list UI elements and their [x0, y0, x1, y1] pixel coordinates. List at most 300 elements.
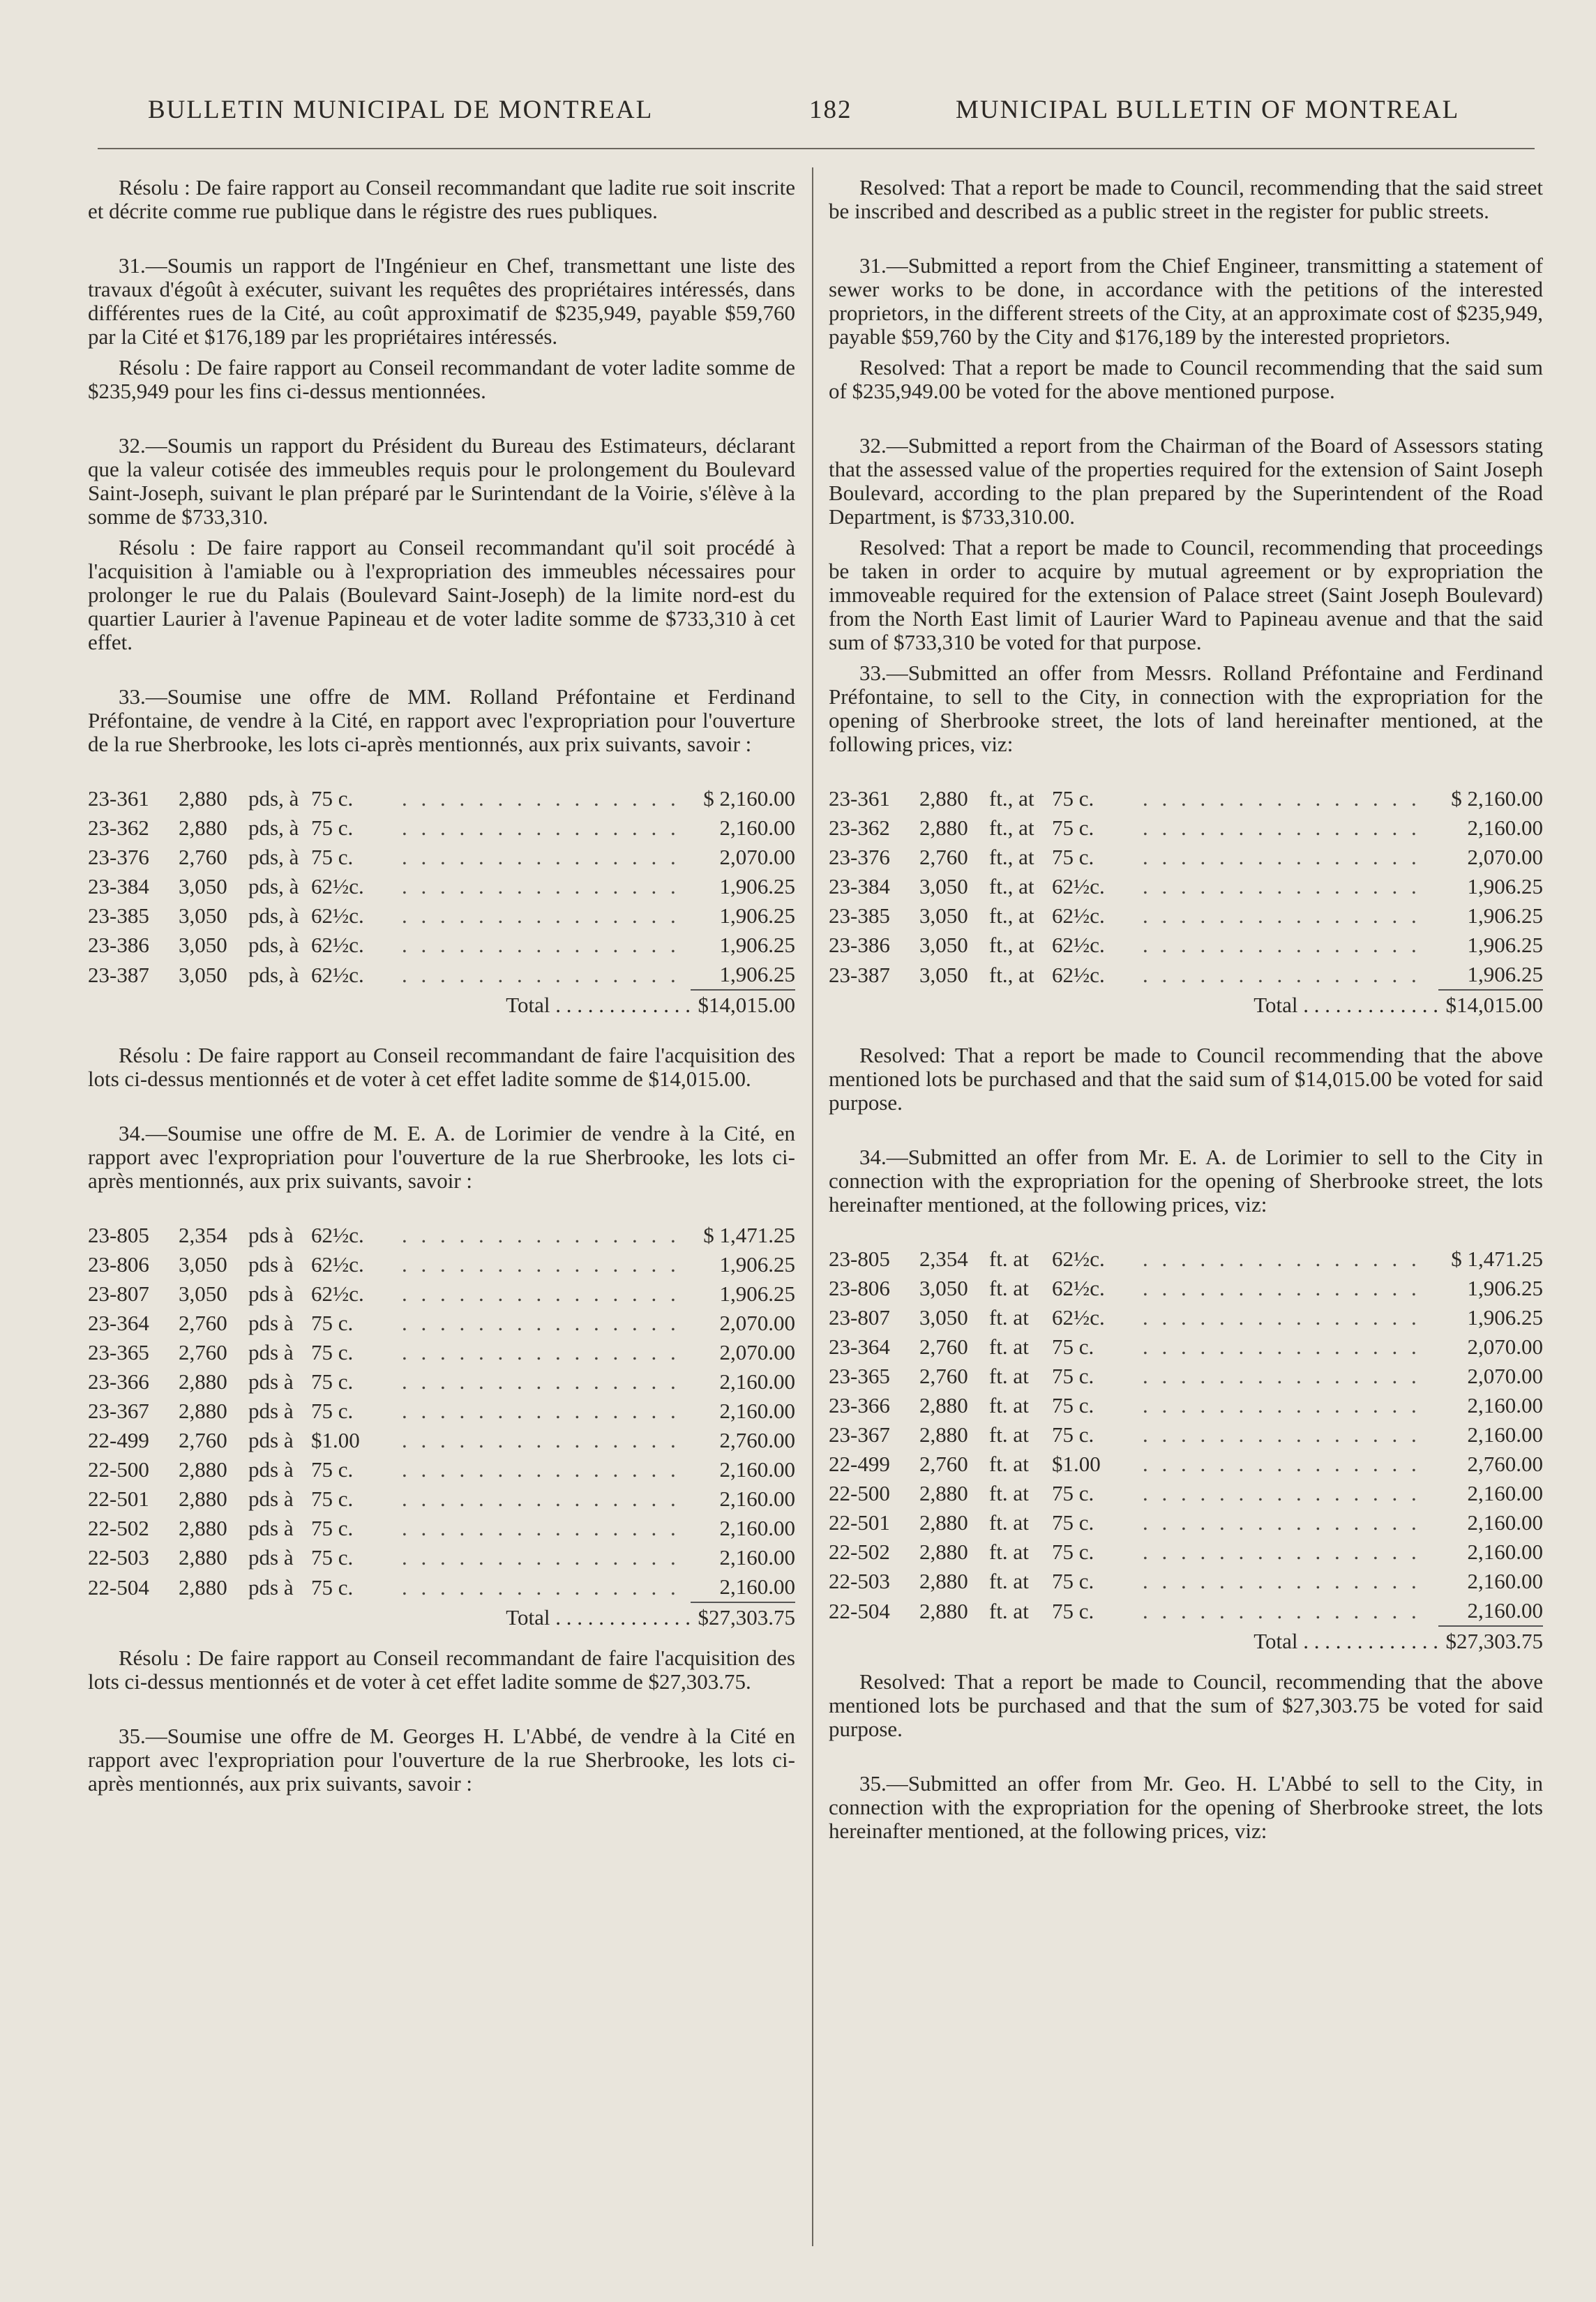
lot-area: 3,050 — [919, 1276, 968, 1300]
lot-number: 23-361 — [88, 786, 149, 811]
lot-amount: 2,160.00 — [1467, 1510, 1543, 1535]
table-row — [829, 1508, 1543, 1537]
item-32-resolved: Resolved: That a report be made to Council, recommending that proceedings be taken in order to acquire by mutual agreement or by expropriation the immoveable required for the extension of Palace street (Saint Joseph Boulevard) from the North East limit of Laurier Ward to Papineau avenue and that the said sum of $733,310 be voted for that purpose. — [829, 535, 1543, 654]
lot-number: 23-366 — [829, 1393, 890, 1417]
unit-price: 62½c. — [311, 874, 364, 898]
area-unit: ft. at — [989, 1510, 1029, 1535]
unit-price: 75 c. — [1052, 1422, 1094, 1447]
lot-amount: 1,906.25 — [719, 1252, 795, 1277]
unit-price: 75 c. — [311, 1311, 354, 1335]
lot-area: 3,050 — [919, 874, 968, 898]
area-unit: ft., at — [989, 962, 1034, 987]
lot-area: 3,050 — [179, 962, 227, 987]
lot-area: 2,354 — [179, 1223, 227, 1247]
unit-price: $1.00 — [1052, 1452, 1101, 1476]
lot-amount: 1,906.25 — [1467, 903, 1543, 928]
item-34: 34.—Submitted an offer from Mr. E. A. de Lorimier to sell to the City in connection with the expropriation for the opening of Sherbrooke street, the lots hereinafter mentioned, at the following prices, viz: — [829, 1145, 1543, 1217]
table-row — [829, 1362, 1543, 1391]
area-unit: pds, à — [248, 933, 299, 957]
dot-leader: . . . . . . . . . . . . . . . — [1143, 1510, 1421, 1535]
lot-area: 2,880 — [179, 1369, 227, 1394]
paragraph-resolved-1: Resolved: That a report be made to Council, recommending that the said street be inscribed and described as a public street in the register for public streets. — [829, 175, 1543, 223]
dot-leader: . . . . . . . . . . . . . . . — [1143, 1422, 1421, 1447]
lot-number: 23-376 — [88, 845, 149, 869]
unit-price: 75 c. — [1052, 1481, 1094, 1505]
unit-price: 75 c. — [311, 1516, 354, 1540]
unit-price: 75 c. — [311, 1340, 354, 1364]
dot-leader: . . . . . . . . . . . . . . . — [1143, 1334, 1421, 1359]
item-33-resolved: Resolved: That a report be made to Council recommending that the above mentioned lots be purchased and that the said sum of $14,015.00 be voted for said purpose. — [829, 1043, 1543, 1115]
lot-number: 23-384 — [88, 874, 149, 898]
lot-number: 22-504 — [88, 1574, 149, 1600]
lot-area: 2,880 — [179, 1545, 227, 1570]
lot-amount: 1,906.25 — [719, 933, 795, 957]
dot-leader: . . . . . . . . . . . . . . . — [402, 815, 680, 840]
dot-leader: . . . . . . . . . . . . . . . — [402, 1252, 680, 1277]
table-row — [88, 1572, 795, 1602]
area-unit: ft. at — [989, 1393, 1029, 1417]
lot-area: 2,760 — [919, 845, 968, 869]
dot-leader: . . . . . . . . . . . . . . . — [402, 1281, 680, 1306]
lot-amount: 1,906.25 — [719, 962, 795, 986]
table-row — [88, 1221, 795, 1250]
lot-area: 2,880 — [179, 1516, 227, 1540]
unit-price: 62½c. — [311, 933, 364, 957]
dot-leader: . . . . . . . . . . . . . . . — [1143, 1452, 1421, 1476]
area-unit: ft. at — [989, 1452, 1029, 1476]
lot-area: 2,760 — [179, 1428, 227, 1452]
dot-leader: . . . . . . . . . . . . . . . — [402, 1223, 680, 1247]
area-unit: ft. at — [989, 1334, 1029, 1359]
dot-leader: . . . . . . . . . . . . . . . — [1143, 933, 1421, 957]
item-32: 32.—Soumis un rapport du Président du Bureau des Estimateurs, déclarant que la valeur cotisée des immeubles requis pour le prolongement du Boulevard Saint-Joseph, suivant le plan préparé par le Surintendant de la Voirie, s'élève à la somme de $733,310. — [88, 433, 795, 529]
table-row — [88, 784, 795, 813]
table-row — [829, 1537, 1543, 1567]
unit-price: 75 c. — [1052, 1540, 1094, 1564]
lot-amount: 2,070.00 — [719, 1340, 795, 1364]
lot-amount: 2,160.00 — [1467, 1598, 1543, 1623]
table-row — [829, 901, 1543, 931]
lot-number: 23-364 — [829, 1334, 890, 1359]
lot-area: 2,880 — [179, 1487, 227, 1511]
dot-leader: . . . . . . . . . . . . . . . — [402, 874, 680, 898]
total-amount: $27,303.75 — [691, 1602, 795, 1632]
area-unit: ft. at — [989, 1569, 1029, 1593]
unit-price: 75 c. — [1052, 845, 1094, 869]
lot-area: 3,050 — [919, 933, 968, 957]
lot-amount: 2,160.00 — [719, 1369, 795, 1394]
unit-price: 62½c. — [1052, 874, 1105, 898]
dot-leader: . . . . . . . . . . . . . . . — [402, 1399, 680, 1423]
table-row — [829, 1303, 1543, 1332]
table-row — [88, 1514, 795, 1543]
area-unit: pds à — [248, 1223, 294, 1247]
dot-leader: . . . . . . . . . . . . . . . — [1143, 1364, 1421, 1388]
lot-amount: 1,906.25 — [719, 1281, 795, 1306]
dot-leader: . . . . . . . . . . . . . . . — [402, 1487, 680, 1511]
dot-leader: . . . . . . . . . . . . . . . — [1143, 1569, 1421, 1593]
total-amount: $27,303.75 — [1438, 1626, 1543, 1656]
item-34-resolu: Résolu : De faire rapport au Conseil recommandant de faire l'acquisition des lots ci-dessus mentionnés et de voter à cet effet ladite somme de $27,303.75. — [88, 1646, 795, 1694]
lot-number: 23-367 — [829, 1422, 890, 1447]
table-row — [829, 1420, 1543, 1450]
dot-leader: . . . . . . . . . . . . . . . — [402, 962, 680, 987]
dot-leader: . . . . . . . . . . . . . . . — [402, 1516, 680, 1540]
dot-leader: . . . . . . . . . . . . . . . — [1143, 903, 1421, 928]
page-number: 182 — [809, 96, 852, 124]
lot-amount: 1,906.25 — [1467, 874, 1543, 898]
lot-area: 2,354 — [919, 1247, 968, 1271]
table-row — [829, 1391, 1543, 1420]
lot-amount: 1,906.25 — [1467, 933, 1543, 957]
table-row — [829, 1332, 1543, 1362]
item-34: 34.—Soumise une offre de M. E. A. de Lorimier de vendre à la Cité, en rapport avec l'expropriation pour l'ouverture de la rue Sherbrooke, les lots ci-après mentionnés, aux prix suivants, savoir : — [88, 1121, 795, 1193]
column-fr — [88, 176, 795, 1803]
area-unit: pds, à — [248, 874, 299, 898]
lot-amount: 2,070.00 — [1467, 845, 1543, 869]
unit-price: 75 c. — [1052, 1569, 1094, 1593]
area-unit: pds, à — [248, 845, 299, 869]
lot-number: 22-500 — [829, 1481, 890, 1505]
lot-area: 2,880 — [179, 1457, 227, 1482]
table-row — [829, 813, 1543, 843]
area-unit: ft. at — [989, 1540, 1029, 1564]
lot-amount: 2,160.00 — [1467, 1481, 1543, 1505]
unit-price: 75 c. — [1052, 1510, 1094, 1535]
lot-number: 23-365 — [88, 1340, 149, 1364]
paragraph-resolu-1: Résolu : De faire rapport au Conseil recommandant que ladite rue soit inscrite et décrite comme rue publique dans le régistre des rues publiques. — [88, 175, 795, 223]
lot-area: 2,880 — [919, 1569, 968, 1593]
area-unit: ft. at — [989, 1364, 1029, 1388]
unit-price: 75 c. — [311, 845, 354, 869]
lot-amount: 1,906.25 — [719, 903, 795, 928]
total-amount: $14,015.00 — [1438, 990, 1543, 1020]
dot-leader: . . . . . . . . . . . . . . . — [402, 1369, 680, 1394]
dot-leader: . . . . . . . . . . . . . . . — [402, 1340, 680, 1364]
lot-area: 2,880 — [919, 1422, 968, 1447]
lot-area: 2,880 — [179, 1399, 227, 1423]
table-row — [88, 813, 795, 843]
lot-number: 23-361 — [829, 786, 890, 811]
item-32-resolu: Résolu : De faire rapport au Conseil recommandant qu'il soit procédé à l'acquisition à l'amiable ou à l'expropriation des immeubles nécessaires pour prolonger le rue du Palais (Boulevard Saint-Joseph) de la limite nord-est du quartier Laurier à l'avenue Papineau et de voter ladite somme de $733,310 à cet effet. — [88, 535, 795, 654]
unit-price: 75 c. — [1052, 1334, 1094, 1359]
table-row — [829, 843, 1543, 872]
area-unit: ft., at — [989, 815, 1034, 840]
area-unit: pds, à — [248, 962, 299, 987]
lot-amount: 1,906.25 — [719, 874, 795, 898]
area-unit: pds, à — [248, 786, 299, 811]
area-unit: pds à — [248, 1311, 294, 1335]
area-unit: pds à — [248, 1281, 294, 1306]
item-35: 35.—Submitted an offer from Mr. Geo. H. L'Abbé to sell to the City, in connection with the expropriation for the opening of Sherbrooke street, the lots hereinafter mentioned, at the following prices, viz: — [829, 1771, 1543, 1843]
item-33: 33.—Soumise une offre de MM. Rolland Préfontaine et Ferdinand Préfontaine, de vendre à la Cité, en rapport avec l'expropriation pour l'ouverture de la rue Sherbrooke, les lots ci-après mentionnés, aux prix suivants, savoir : — [88, 684, 795, 756]
lot-number: 23-385 — [88, 903, 149, 928]
item-31: 31.—Soumis un rapport de l'Ingénieur en Chef, transmettant une liste des travaux d'égoût à exécuter, suivant les requêtes des propriétaires intéressés, dans différentes rues de la Cité, au coût approximatif de $235,949, payable $59,760 par la Cité et $176,189 par les propriétaires intéressés. — [88, 253, 795, 349]
unit-price: 62½c. — [311, 1223, 364, 1247]
lot-number: 22-503 — [829, 1569, 890, 1593]
lot-amount: 2,160.00 — [719, 1545, 795, 1570]
lot-number: 23-362 — [88, 815, 149, 840]
area-unit: ft., at — [989, 786, 1034, 811]
unit-price: 62½c. — [1052, 1305, 1105, 1330]
lot-number: 23-806 — [829, 1276, 890, 1300]
lots-table-34-fr: 23-805 2,354 pds à 62½c. . . . . . . . . . . . . . . . $ 1,471.25 23-806 3,050 pds à 62½c. . . . . . . . . . . . . . . . 1,906.25 23-807 3,050 pds à 62½c. . . . . . . . . . . . . . . . 1,906.25 23-364 2,760 pds à 75 c. . . . . . . . . . . . . . . . 2,070.00 23-365 2,760 pds à 75 c. . . . . . . . . . . . . . . . 2,070.00 23-366 2,880 pds à 75 c. . . . . . . . . . . . . . . . 2,160.00 23-367 2,880 pds à 75 c. . . . . . . . . . . . . . . . 2,160.00 22-499 2,760 pds à $1.00 . . . . . . . . . . . . . . . 2,760.00 22-500 2,880 pds à 75 c. . . . . . . . . . . . . . . . 2,160.00 22-501 2,880 pds à 75 c. . . . . . . . . . . . . . . . 2,160.00 22-502 2,880 pds à 75 c. . . . . . . . . . . . . . . . 2,160.00 22-503 2,880 pds à 75 c. . . . . . . . . . . . . . . . 2,160.00 22-504 2,880 pds à 75 c. . . . . . . . . . . . . . . . 2,160.00 Total . . . . . . . . . . . . . $27,303.75 — [88, 1221, 795, 1632]
total-label: Total — [1254, 992, 1298, 1017]
unit-price: 62½c. — [311, 962, 364, 987]
dot-leader: . . . . . . . . . . . . . . . — [402, 933, 680, 957]
lot-area: 2,760 — [919, 1364, 968, 1388]
lot-number: 23-807 — [829, 1305, 890, 1330]
area-unit: pds à — [248, 1516, 294, 1540]
table-row — [88, 1250, 795, 1279]
dot-leader: . . . . . . . . . . . . . . . — [402, 845, 680, 869]
lot-number: 22-500 — [88, 1457, 149, 1482]
lot-number: 22-502 — [88, 1516, 149, 1540]
unit-price: 75 c. — [311, 1574, 354, 1600]
dot-leader: . . . . . . . . . . . . . . . — [1143, 874, 1421, 898]
table-row — [88, 1484, 795, 1514]
table-row — [829, 872, 1543, 901]
lot-number: 23-362 — [829, 815, 890, 840]
dot-leader: . . . . . . . . . . . . . . . — [402, 1428, 680, 1452]
dot-leader: . . . . . . . . . . . . . . . — [1143, 1598, 1421, 1623]
lot-number: 23-384 — [829, 874, 890, 898]
lot-number: 22-504 — [829, 1598, 890, 1623]
lot-amount: $ 2,160.00 — [1451, 786, 1543, 811]
dot-leader: . . . . . . . . . . . . . . . — [402, 1311, 680, 1335]
lot-amount: 2,160.00 — [1467, 1540, 1543, 1564]
total-label: Total — [1254, 1628, 1298, 1653]
dot-leader: . . . . . . . . . . . . . . . — [402, 1457, 680, 1482]
unit-price: 62½c. — [1052, 1276, 1105, 1300]
lot-area: 2,880 — [919, 1540, 968, 1564]
area-unit: pds, à — [248, 903, 299, 928]
column-divider — [812, 167, 813, 2246]
area-unit: pds à — [248, 1574, 294, 1600]
area-unit: pds à — [248, 1252, 294, 1277]
lot-area: 2,880 — [179, 815, 227, 840]
unit-price: 62½c. — [1052, 903, 1105, 928]
item-35: 35.—Soumise une offre de M. Georges H. L'Abbé, de vendre à la Cité en rapport avec l'expropriation pour l'ouverture de la rue Sherbrooke, les lots ci-après mentionnés, aux prix suivants, savoir : — [88, 1724, 795, 1796]
lot-area: 2,760 — [179, 1311, 227, 1335]
area-unit: pds à — [248, 1457, 294, 1482]
table-row — [88, 1397, 795, 1426]
lot-amount: 2,160.00 — [1467, 815, 1543, 840]
dot-leader: . . . . . . . . . . . . . . . — [402, 1545, 680, 1570]
lot-area: 2,880 — [179, 786, 227, 811]
lot-amount: 2,160.00 — [1467, 1393, 1543, 1417]
table-row — [829, 784, 1543, 813]
table-row — [88, 1279, 795, 1309]
lot-number: 23-386 — [88, 933, 149, 957]
lot-number: 23-805 — [829, 1247, 890, 1271]
lots-table-34-en: 23-805 2,354 ft. at 62½c. . . . . . . . . . . . . . . . $ 1,471.25 23-806 3,050 ft. at 62½c. . . . . . . . . . . . . . . . 1,906.25 23-807 3,050 ft. at 62½c. . . . . . . . . . . . . . . . 1,906.25 23-364 2,760 ft. at 75 c. . . . . . . . . . . . . . . . 2,070.00 23-365 2,760 ft. at 75 c. . . . . . . . . . . . . . . . 2,070.00 23-366 2,880 ft. at 75 c. . . . . . . . . . . . . . . . 2,160.00 23-367 2,880 ft. at 75 c. . . . . . . . . . . . . . . . 2,160.00 22-499 2,760 ft. at $1.00 . . . . . . . . . . . . . . . 2,760.00 22-500 2,880 ft. at 75 c. . . . . . . . . . . . . . . . 2,160.00 22-501 2,880 ft. at 75 c. . . . . . . . . . . . . . . . 2,160.00 22-502 2,880 ft. at 75 c. . . . . . . . . . . . . . . . 2,160.00 22-503 2,880 ft. at 75 c. . . . . . . . . . . . . . . . 2,160.00 22-504 2,880 ft. at 75 c. . . . . . . . . . . . . . . . 2,160.00 Total . . . . . . . . . . . . . $27,303.75 — [829, 1244, 1543, 1656]
lot-number: 23-387 — [829, 962, 890, 987]
lot-area: 3,050 — [179, 1252, 227, 1277]
item-32: 32.—Submitted a report from the Chairman of the Board of Assessors stating that the assessed value of the properties required for the extension of Saint Joseph Boulevard, according to the plan prepared by the Superintendent of the Road Department, is $733,310.00. — [829, 433, 1543, 529]
lot-number: 22-502 — [829, 1540, 890, 1564]
area-unit: ft., at — [989, 933, 1034, 957]
lot-area: 2,880 — [919, 815, 968, 840]
area-unit: pds à — [248, 1487, 294, 1511]
lot-area: 3,050 — [179, 903, 227, 928]
unit-price: 62½c. — [1052, 1247, 1105, 1271]
lot-area: 2,760 — [179, 845, 227, 869]
lot-area: 3,050 — [919, 1305, 968, 1330]
lot-area: 3,050 — [919, 962, 968, 987]
lot-amount: 2,070.00 — [719, 845, 795, 869]
lot-number: 23-367 — [88, 1399, 149, 1423]
total-label: Total — [506, 992, 550, 1017]
unit-price: 75 c. — [311, 1487, 354, 1511]
lot-number: 23-805 — [88, 1223, 149, 1247]
lot-amount: 1,906.25 — [1467, 1276, 1543, 1300]
lot-area: 2,880 — [919, 1393, 968, 1417]
table-row — [829, 1450, 1543, 1479]
lot-amount: 2,160.00 — [719, 1457, 795, 1482]
unit-price: 75 c. — [1052, 1393, 1094, 1417]
unit-price: 75 c. — [311, 1369, 354, 1394]
lot-number: 22-499 — [829, 1452, 890, 1476]
lot-area: 2,760 — [919, 1452, 968, 1476]
header-rule — [98, 148, 1535, 149]
area-unit: pds, à — [248, 815, 299, 840]
unit-price: $1.00 — [311, 1428, 360, 1452]
lot-amount: 2,160.00 — [1467, 1422, 1543, 1447]
column-en — [829, 176, 1543, 1850]
table-row — [88, 1338, 795, 1367]
lot-amount: 2,760.00 — [1467, 1452, 1543, 1476]
lot-amount: 1,906.25 — [1467, 962, 1543, 986]
total-amount: $14,015.00 — [691, 990, 795, 1020]
lot-area: 2,880 — [919, 786, 968, 811]
area-unit: ft. at — [989, 1247, 1029, 1271]
lot-amount: $ 2,160.00 — [703, 786, 795, 811]
area-unit: ft. at — [989, 1598, 1029, 1623]
dot-leader: . . . . . . . . . . . . . . . — [402, 1574, 680, 1600]
unit-price: 62½c. — [1052, 933, 1105, 957]
area-unit: pds à — [248, 1399, 294, 1423]
unit-price: 62½c. — [311, 903, 364, 928]
lot-area: 3,050 — [179, 874, 227, 898]
lot-number: 23-364 — [88, 1311, 149, 1335]
lot-area: 2,760 — [179, 1340, 227, 1364]
lot-area: 3,050 — [179, 933, 227, 957]
dot-leader: . . . . . . . . . . . . . . . — [1143, 815, 1421, 840]
unit-price: 62½c. — [311, 1252, 364, 1277]
lot-amount: 2,160.00 — [719, 1399, 795, 1423]
dot-leader: . . . . . . . . . . . . . . . — [1143, 786, 1421, 811]
table-row — [88, 1455, 795, 1484]
lot-number: 23-385 — [829, 903, 890, 928]
unit-price: 75 c. — [311, 786, 354, 811]
table-row — [88, 931, 795, 960]
lot-number: 23-386 — [829, 933, 890, 957]
table-row — [88, 1309, 795, 1338]
lot-number: 23-387 — [88, 962, 149, 987]
lot-number: 22-499 — [88, 1428, 149, 1452]
lots-table-33-fr: 23-361 2,880 pds, à 75 c. . . . . . . . . . . . . . . . $ 2,160.00 23-362 2,880 pds, à 75 c. . . . . . . . . . . . . . . . 2,160.00 23-376 2,760 pds, à 75 c. . . . . . . . . . . . . . . . 2,070.00 23-384 3,050 pds, à 62½c. . . . . . . . . . . . . . . . 1,906.25 23-385 3,050 pds, à 62½c. . . . . . . . . . . . . . . . 1,906.25 23-386 3,050 pds, à 62½c. . . . . . . . . . . . . . . . 1,906.25 23-387 3,050 pds, à 62½c. . . . . . . . . . . . . . . . 1,906.25 Total . . . . . . . . . . . . . $14,015.00 — [88, 784, 795, 1020]
table-row — [88, 872, 795, 901]
area-unit: pds à — [248, 1369, 294, 1394]
unit-price: 75 c. — [1052, 815, 1094, 840]
table-row — [829, 931, 1543, 960]
item-33-resolu: Résolu : De faire rapport au Conseil recommandant de faire l'acquisition des lots ci-dessus mentionnés et de voter à cet effet ladite somme de $14,015.00. — [88, 1043, 795, 1091]
lot-amount: $ 1,471.25 — [703, 1223, 795, 1247]
lot-amount: 2,160.00 — [719, 1516, 795, 1540]
table-row — [829, 960, 1543, 990]
lot-number: 23-376 — [829, 845, 890, 869]
dot-leader: . . . . . . . . . . . . . . . — [402, 786, 680, 811]
lot-area: 2,760 — [919, 1334, 968, 1359]
lot-area: 2,880 — [179, 1574, 227, 1600]
area-unit: ft. at — [989, 1422, 1029, 1447]
item-31: 31.—Submitted a report from the Chief Engineer, transmitting a statement of sewer works to be done, in accordance with the petitions of the interested proprietors, in the different streets of the City, at an approximate cost of $235,949, payable $59,760 by the City and $176,189 by the interested proprietors. — [829, 253, 1543, 349]
unit-price: 75 c. — [311, 1399, 354, 1423]
lot-number: 23-806 — [88, 1252, 149, 1277]
table-row — [829, 1567, 1543, 1596]
unit-price: 75 c. — [1052, 1364, 1094, 1388]
item-31-resolu: Résolu : De faire rapport au Conseil recommandant de voter ladite somme de $235,949 pour les fins ci-dessus mentionnées. — [88, 355, 795, 403]
table-row — [829, 1274, 1543, 1303]
unit-price: 75 c. — [1052, 786, 1094, 811]
unit-price: 62½c. — [311, 1281, 364, 1306]
table-row — [88, 1367, 795, 1397]
unit-price: 75 c. — [311, 1545, 354, 1570]
lot-number: 23-365 — [829, 1364, 890, 1388]
dot-leader: . . . . . . . . . . . . . . . — [1143, 1481, 1421, 1505]
item-31-resolved: Resolved: That a report be made to Council recommending that the said sum of $235,949.00 be voted for the above mentioned purpose. — [829, 355, 1543, 403]
lot-amount: $ 1,471.25 — [1451, 1247, 1543, 1271]
table-row — [88, 1426, 795, 1455]
lot-number: 22-503 — [88, 1545, 149, 1570]
lot-number: 23-366 — [88, 1369, 149, 1394]
dot-leader: . . . . . . . . . . . . . . . — [1143, 962, 1421, 987]
table-row — [829, 1479, 1543, 1508]
area-unit: ft., at — [989, 845, 1034, 869]
lot-number: 23-807 — [88, 1281, 149, 1306]
dot-leader: . . . . . . . . . . . . . . . — [1143, 1276, 1421, 1300]
area-unit: ft. at — [989, 1481, 1029, 1505]
area-unit: ft., at — [989, 874, 1034, 898]
lot-amount: 2,070.00 — [1467, 1364, 1543, 1388]
lot-amount: 2,160.00 — [719, 1574, 795, 1599]
table-row — [88, 1543, 795, 1572]
table-row — [829, 1244, 1543, 1274]
unit-price: 75 c. — [1052, 1598, 1094, 1623]
table-row — [88, 843, 795, 872]
lot-number: 22-501 — [88, 1487, 149, 1511]
table-row — [88, 960, 795, 990]
header-title-fr: BULLETIN MUNICIPAL DE MONTREAL — [148, 96, 654, 124]
dot-leader: . . . . . . . . . . . . . . . — [1143, 1247, 1421, 1271]
item-33: 33.—Submitted an offer from Messrs. Rolland Préfontaine and Ferdinand Préfontaine, to sell to the City, in connection with the expropriation for the opening of Sherbrooke street, the lots of land hereinafter mentioned, at the following prices, viz: — [829, 661, 1543, 756]
lot-area: 3,050 — [919, 903, 968, 928]
lot-number: 22-501 — [829, 1510, 890, 1535]
dot-leader: . . . . . . . . . . . . . . . — [1143, 1305, 1421, 1330]
dot-leader: . . . . . . . . . . . . . . . — [402, 903, 680, 928]
unit-price: 62½c. — [1052, 962, 1105, 987]
header-title-en: MUNICIPAL BULLETIN OF MONTREAL — [956, 96, 1460, 124]
lot-amount: 2,070.00 — [1467, 1334, 1543, 1359]
lot-amount: 2,760.00 — [719, 1428, 795, 1452]
lots-table-33-en: 23-361 2,880 ft., at 75 c. . . . . . . . . . . . . . . . $ 2,160.00 23-362 2,880 ft., at 75 c. . . . . . . . . . . . . . . . 2,160.00 23-376 2,760 ft., at 75 c. . . . . . . . . . . . . . . . 2,070.00 23-384 3,050 ft., at 62½c. . . . . . . . . . . . . . . . 1,906.25 23-385 3,050 ft., at 62½c. . . . . . . . . . . . . . . . 1,906.25 23-386 3,050 ft., at 62½c. . . . . . . . . . . . . . . . 1,906.25 23-387 3,050 ft., at 62½c. . . . . . . . . . . . . . . . 1,906.25 Total . . . . . . . . . . . . . $14,015.00 — [829, 784, 1543, 1020]
table-row — [829, 1596, 1543, 1626]
unit-price: 75 c. — [311, 815, 354, 840]
lot-area: 2,880 — [919, 1598, 968, 1623]
lot-amount: 2,160.00 — [719, 1487, 795, 1511]
lot-area: 2,880 — [919, 1510, 968, 1535]
